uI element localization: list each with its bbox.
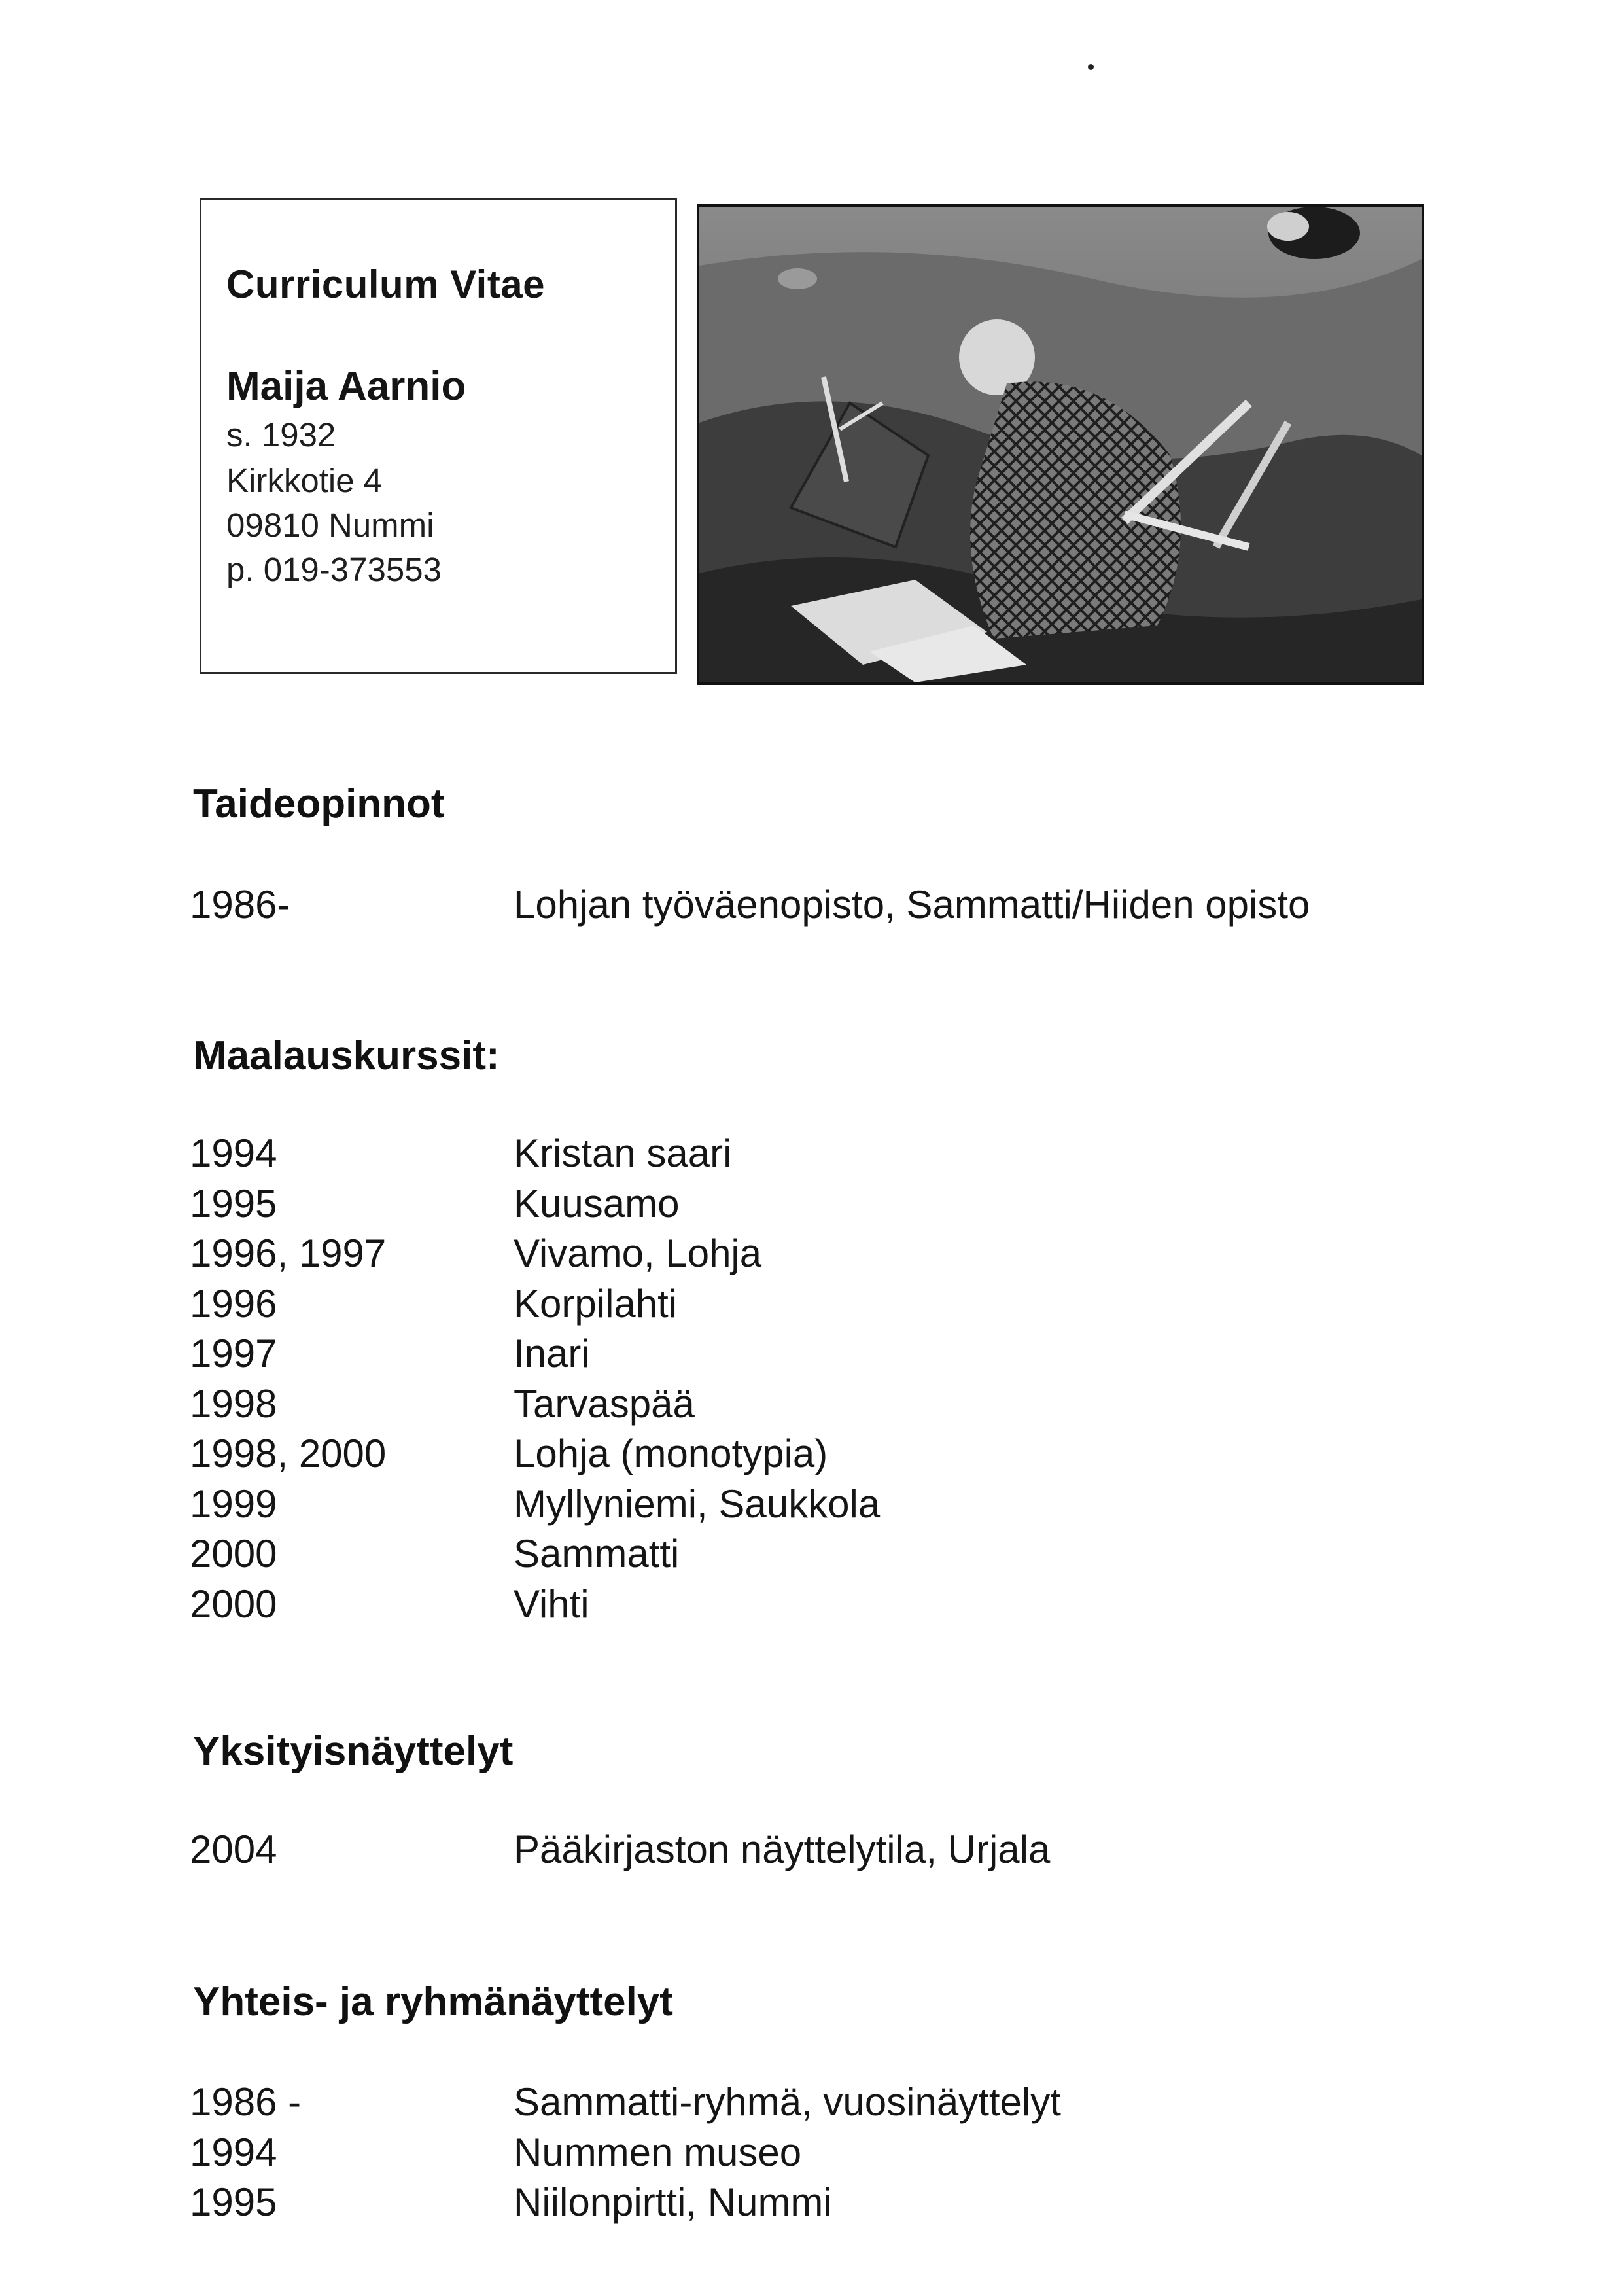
row-desc: Tarvaspää <box>514 1381 695 1426</box>
row-year: 2004 <box>190 1828 277 1871</box>
heading-yksityisnayttelyt: Yksityisnäyttelyt <box>193 1729 514 1774</box>
row-year: 1999 <box>190 1481 277 1526</box>
row-desc: Vihti <box>514 1581 589 1626</box>
row-desc: Korpilahti <box>514 1281 678 1326</box>
row-desc: Niilonpirtti, Nummi <box>514 2180 832 2224</box>
row-desc: Pääkirjaston näyttelytila, Urjala <box>514 1828 1051 1871</box>
row-desc: Kristan saari <box>514 1131 732 1175</box>
row-year: 1998 <box>190 1381 277 1426</box>
photo-image <box>699 207 1422 682</box>
row-year: 1997 <box>190 1332 277 1375</box>
street-address: Kirkkotie 4 <box>226 462 383 499</box>
row-year: 1998, 2000 <box>190 1432 387 1475</box>
contact-box <box>200 198 677 674</box>
row-year: 1994 <box>190 1131 277 1175</box>
row-year: 1986 - <box>190 2080 302 2124</box>
row-desc: Sammatti <box>514 1532 680 1576</box>
row-desc: Nummen museo <box>514 2130 802 2174</box>
row-desc: Inari <box>514 1332 590 1375</box>
heading-yhteisnayttelyt: Yhteis- ja ryhmänäyttelyt <box>193 1979 673 2024</box>
document-title: Curriculum Vitae <box>226 262 546 306</box>
row-year: 2000 <box>190 1581 277 1626</box>
row-desc: Kuusamo <box>514 1181 680 1226</box>
heading-taideopinnot: Taideopinnot <box>193 781 445 826</box>
row-year: 1986- <box>190 883 290 927</box>
row-desc: Vivamo, Lohja <box>514 1231 762 1275</box>
person-name: Maija Aarnio <box>226 364 466 409</box>
row-year: 1995 <box>190 2180 277 2224</box>
row-desc: Lohjan työväenopisto, Sammatti/Hiiden opisto <box>514 883 1310 927</box>
row-year: 1995 <box>190 1181 277 1226</box>
birth-year: s. 1932 <box>226 416 336 453</box>
phone-number: p. 019-373553 <box>226 551 442 588</box>
row-year: 2000 <box>190 1532 277 1576</box>
postal-city: 09810 Nummi <box>226 506 434 544</box>
row-year: 1996 <box>190 1281 277 1326</box>
row-year: 1994 <box>190 2130 277 2174</box>
heading-maalauskurssit: Maalauskurssit: <box>193 1033 500 1078</box>
portrait-photo <box>697 204 1424 685</box>
row-desc: Sammatti-ryhmä, vuosinäyttelyt <box>514 2080 1061 2124</box>
row-desc: Myllyniemi, Saukkola <box>514 1481 881 1526</box>
scan-speck <box>1088 64 1094 70</box>
row-year: 1996, 1997 <box>190 1231 387 1275</box>
row-desc: Lohja (monotypia) <box>514 1432 828 1475</box>
